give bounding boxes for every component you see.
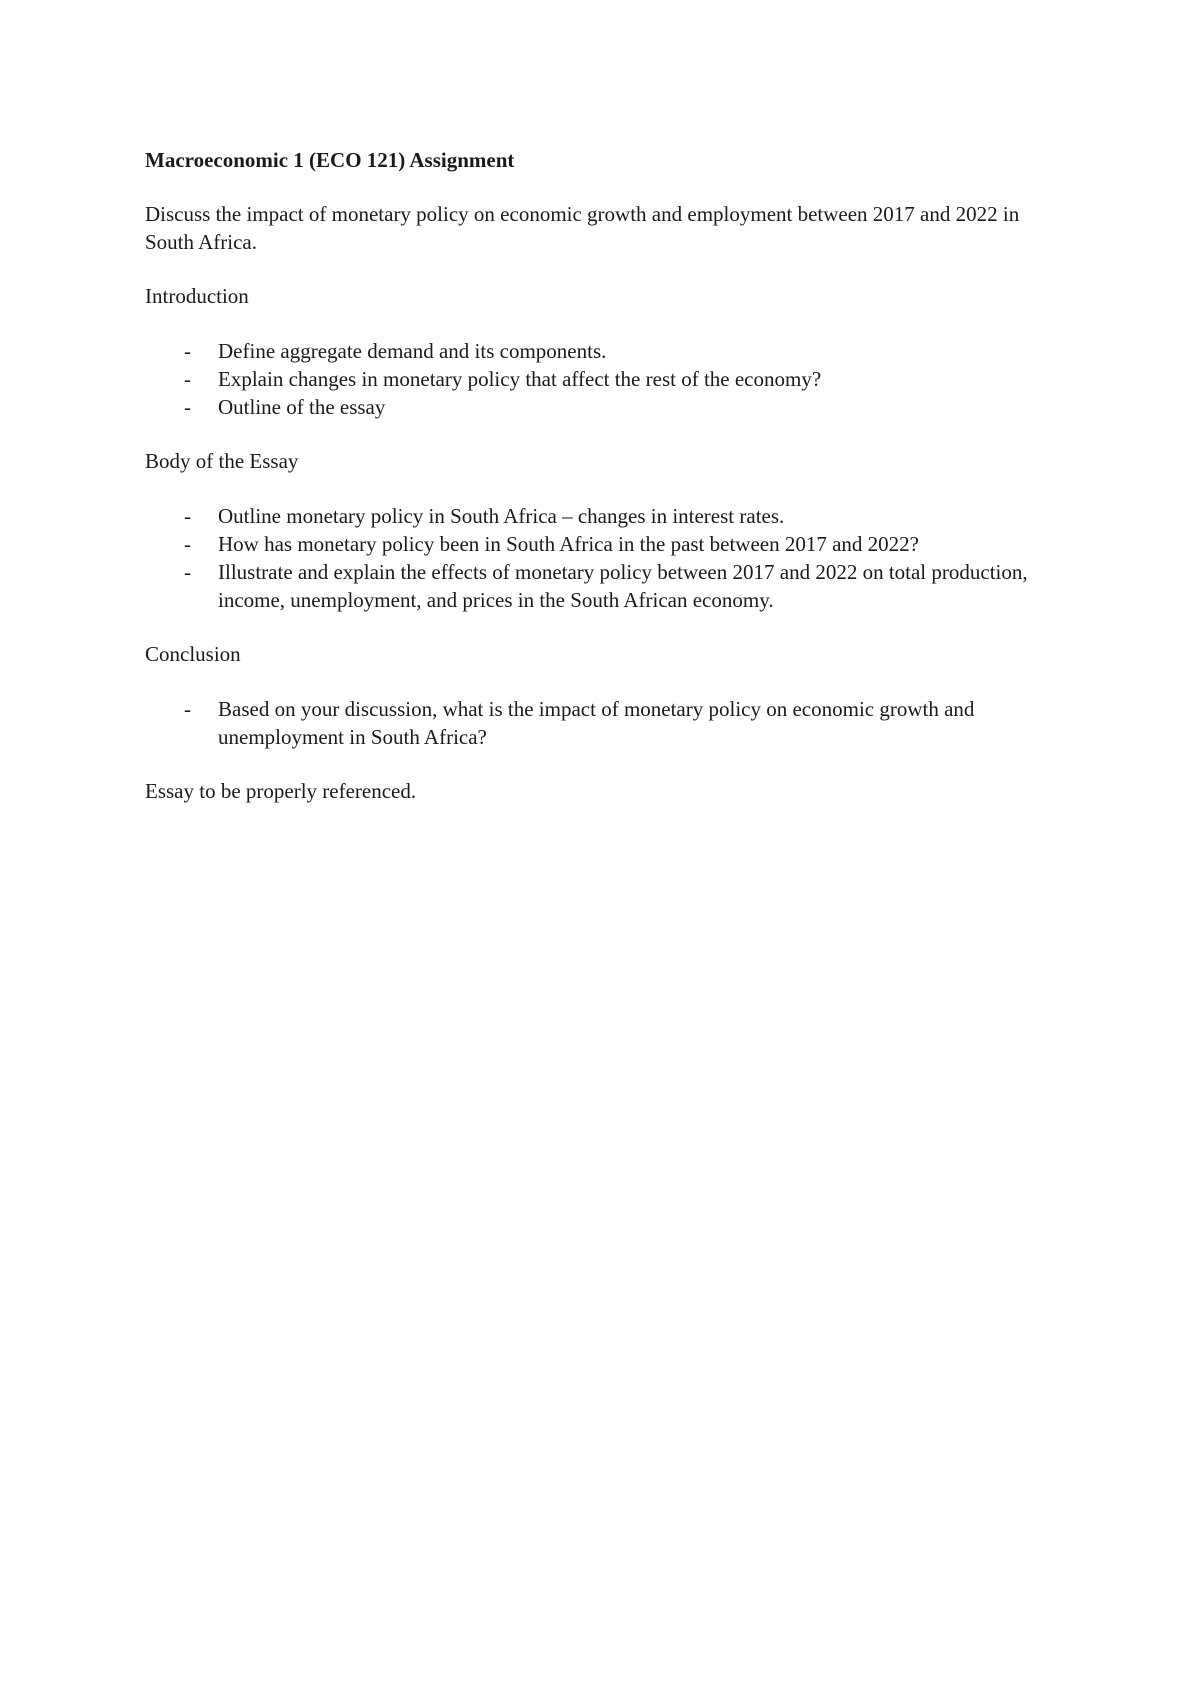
list-item: [145, 393, 1065, 421]
bullet-dash: -: [184, 504, 191, 528]
bullet-dash: -: [184, 560, 191, 584]
introduction-bullet-list: [145, 337, 1065, 421]
bullet-dash: -: [184, 339, 191, 363]
list-item: [145, 365, 1065, 393]
list-item-text: Outline of the essay: [218, 395, 386, 419]
section-heading-conclusion: Conclusion: [145, 642, 241, 666]
list-item-text: Based on your discussion, what is the impact of monetary policy on economic growth and unemployment in South Africa?: [218, 697, 975, 749]
section-heading-introduction: Introduction: [145, 284, 249, 308]
body-bullet-list: [145, 502, 1065, 614]
list-item-text: Outline monetary policy in South Africa – changes in interest rates.: [218, 504, 785, 528]
list-item-text: How has monetary policy been in South Africa in the past between 2017 and 2022?: [218, 532, 919, 556]
essay-question: Discuss the impact of monetary policy on economic growth and employment between 2017 and 2022 in South Africa.: [145, 202, 1020, 254]
bullet-dash: -: [184, 532, 191, 556]
bullet-dash: -: [184, 367, 191, 391]
list-item-text: Define aggregate demand and its components.: [218, 339, 607, 363]
bullet-dash: -: [184, 697, 191, 721]
document-page: [145, 146, 1065, 805]
list-item-text: Explain changes in monetary policy that affect the rest of the economy?: [218, 367, 822, 391]
conclusion-bullet-list: [145, 695, 1065, 751]
document-title: Macroeconomic 1 (ECO 121) Assignment: [145, 148, 515, 172]
list-item: [145, 337, 1065, 365]
list-item: [145, 530, 1065, 558]
list-item: [145, 502, 1065, 530]
list-item-text: Illustrate and explain the effects of monetary policy between 2017 and 2022 on total production, income, unemployment, and prices in the South African economy.: [218, 560, 1028, 612]
footer-note: Essay to be properly referenced.: [145, 779, 417, 803]
section-heading-body: Body of the Essay: [145, 449, 299, 473]
list-item: [145, 695, 1065, 751]
bullet-dash: -: [184, 395, 191, 419]
list-item: [145, 558, 1065, 614]
